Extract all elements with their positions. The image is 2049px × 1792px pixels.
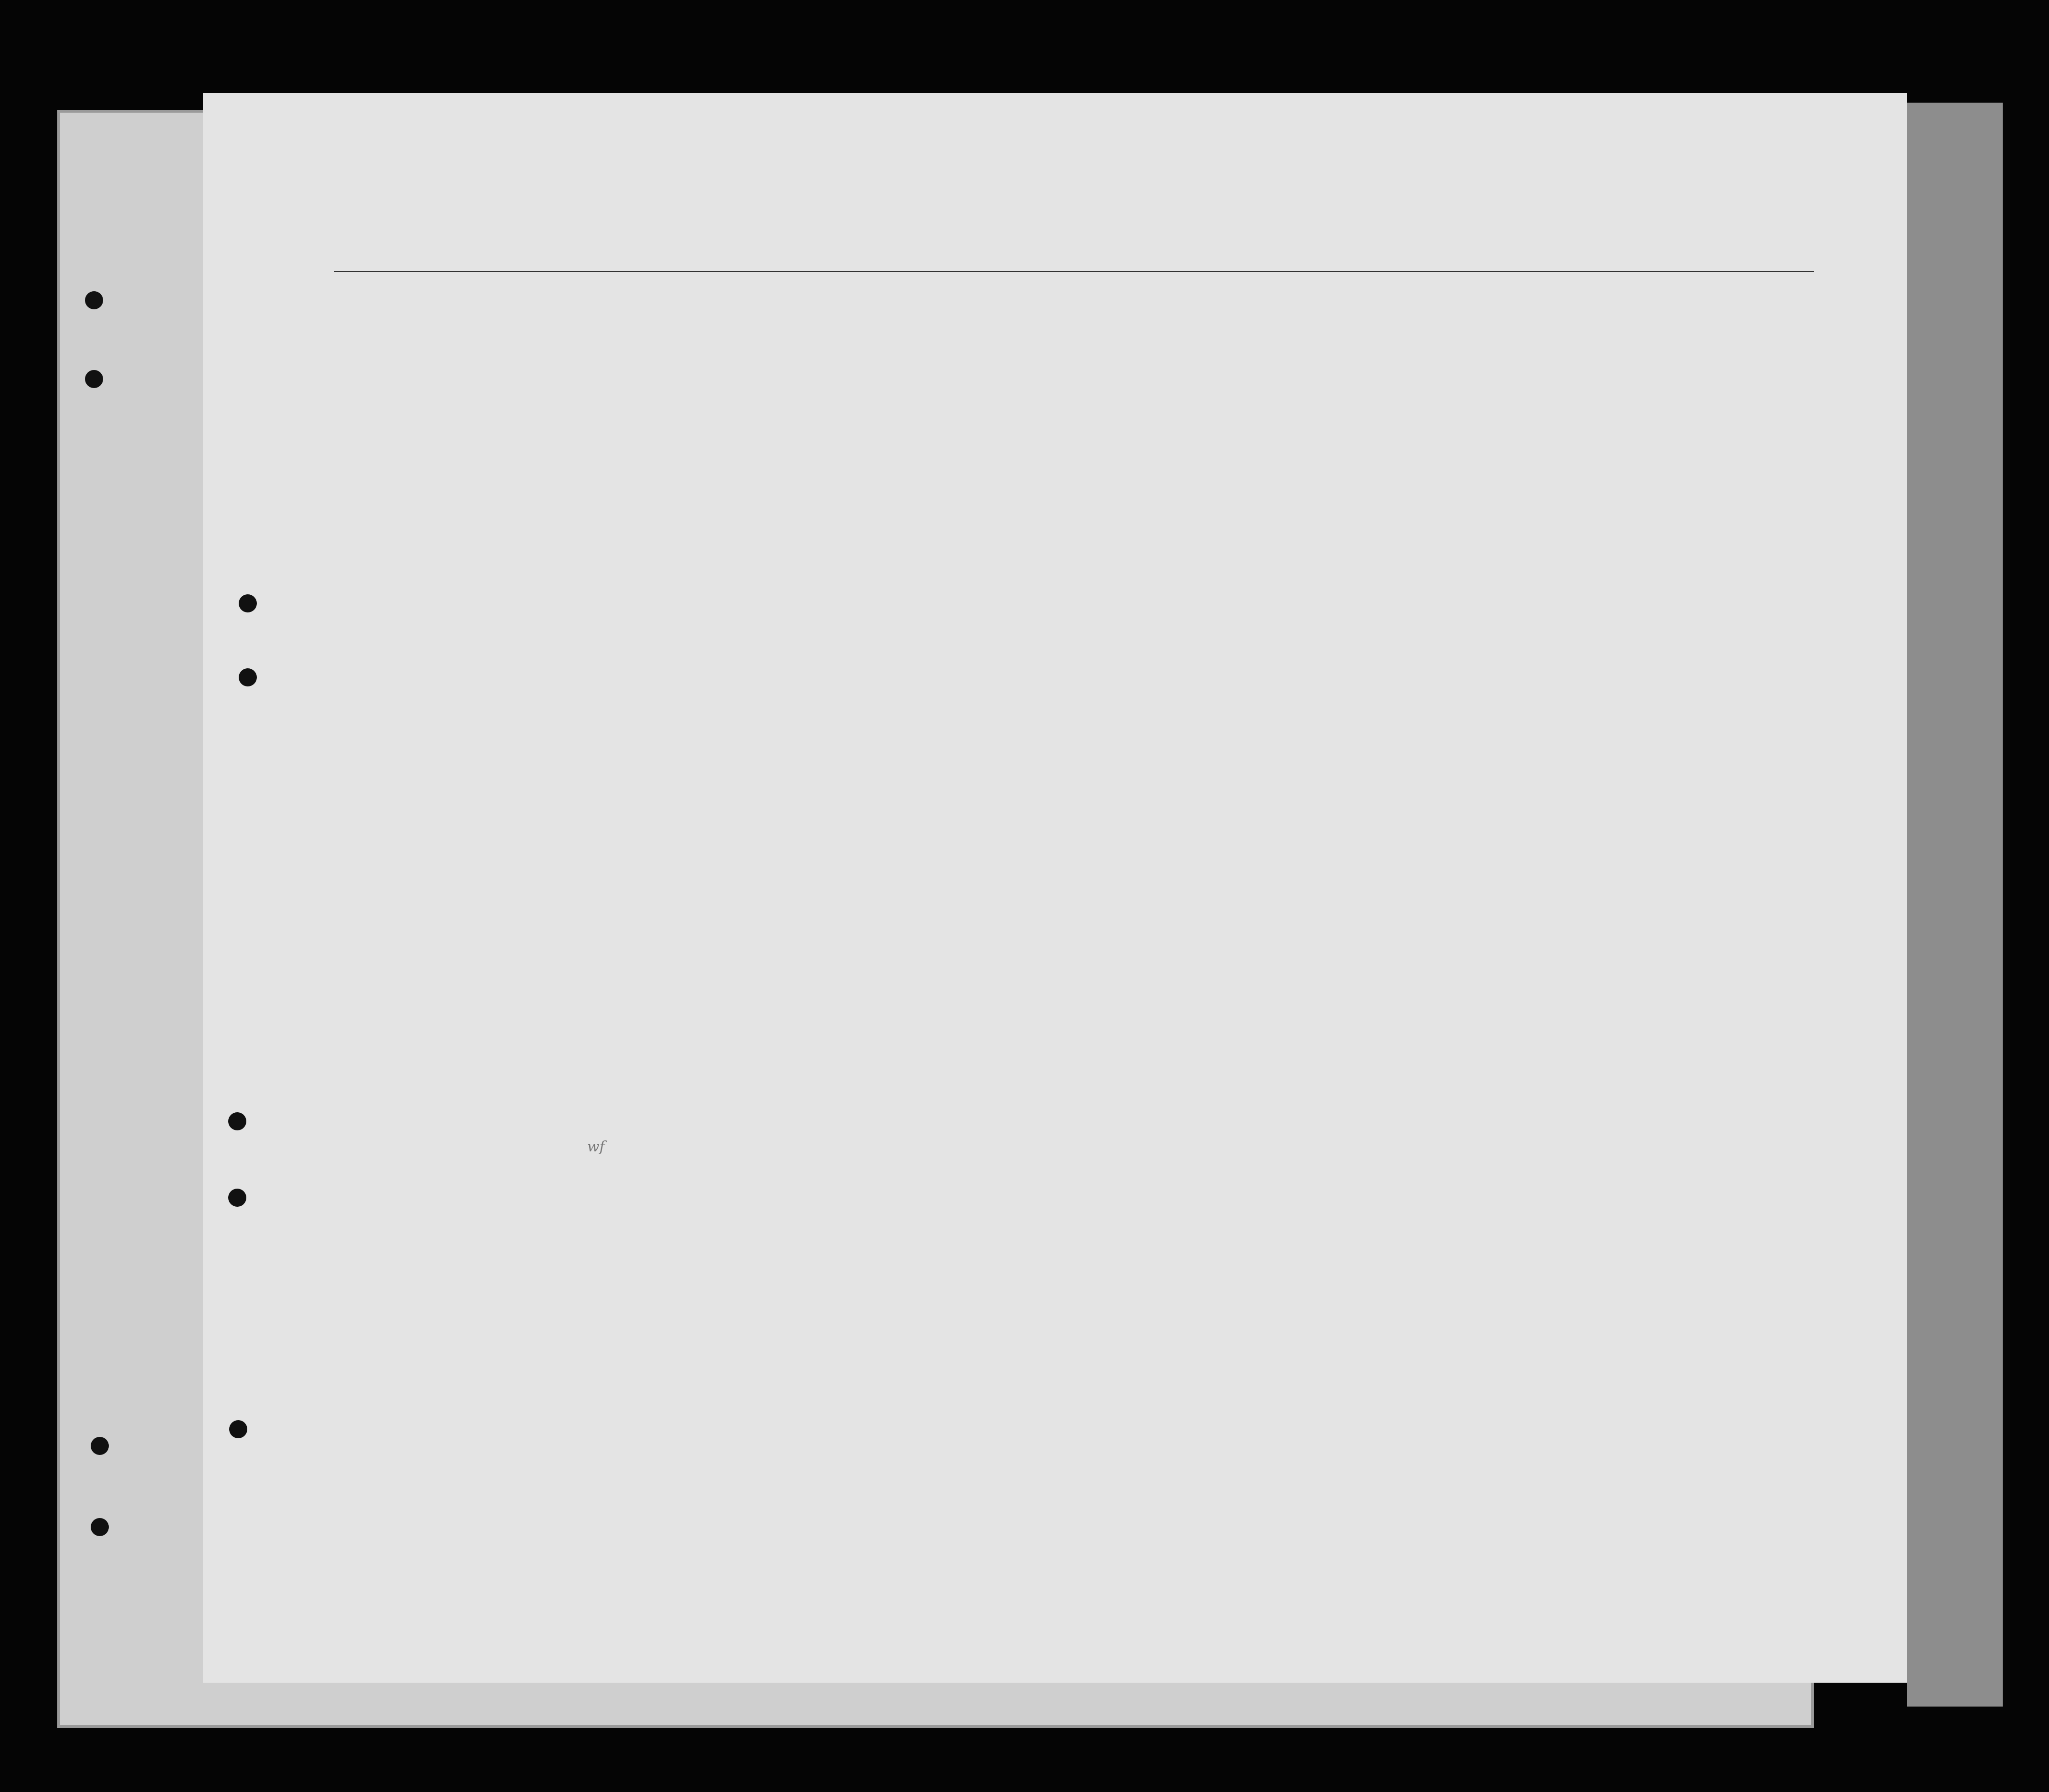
binder-hole [229,1420,247,1438]
handwritten-wf: wf [587,1138,605,1155]
manifest-page [203,93,1907,1683]
voyage-underline [334,271,1814,272]
adjacent-page-edge [1907,103,2003,1707]
binder-hole [239,668,257,686]
binder-hole [91,1437,109,1455]
binder-hole [91,1518,109,1536]
binder-hole [228,1189,246,1207]
form-identifier [277,143,458,210]
binder-hole [228,1112,246,1130]
binder-hole [239,594,257,612]
binder-hole [85,370,103,388]
binder-hole [85,291,103,309]
